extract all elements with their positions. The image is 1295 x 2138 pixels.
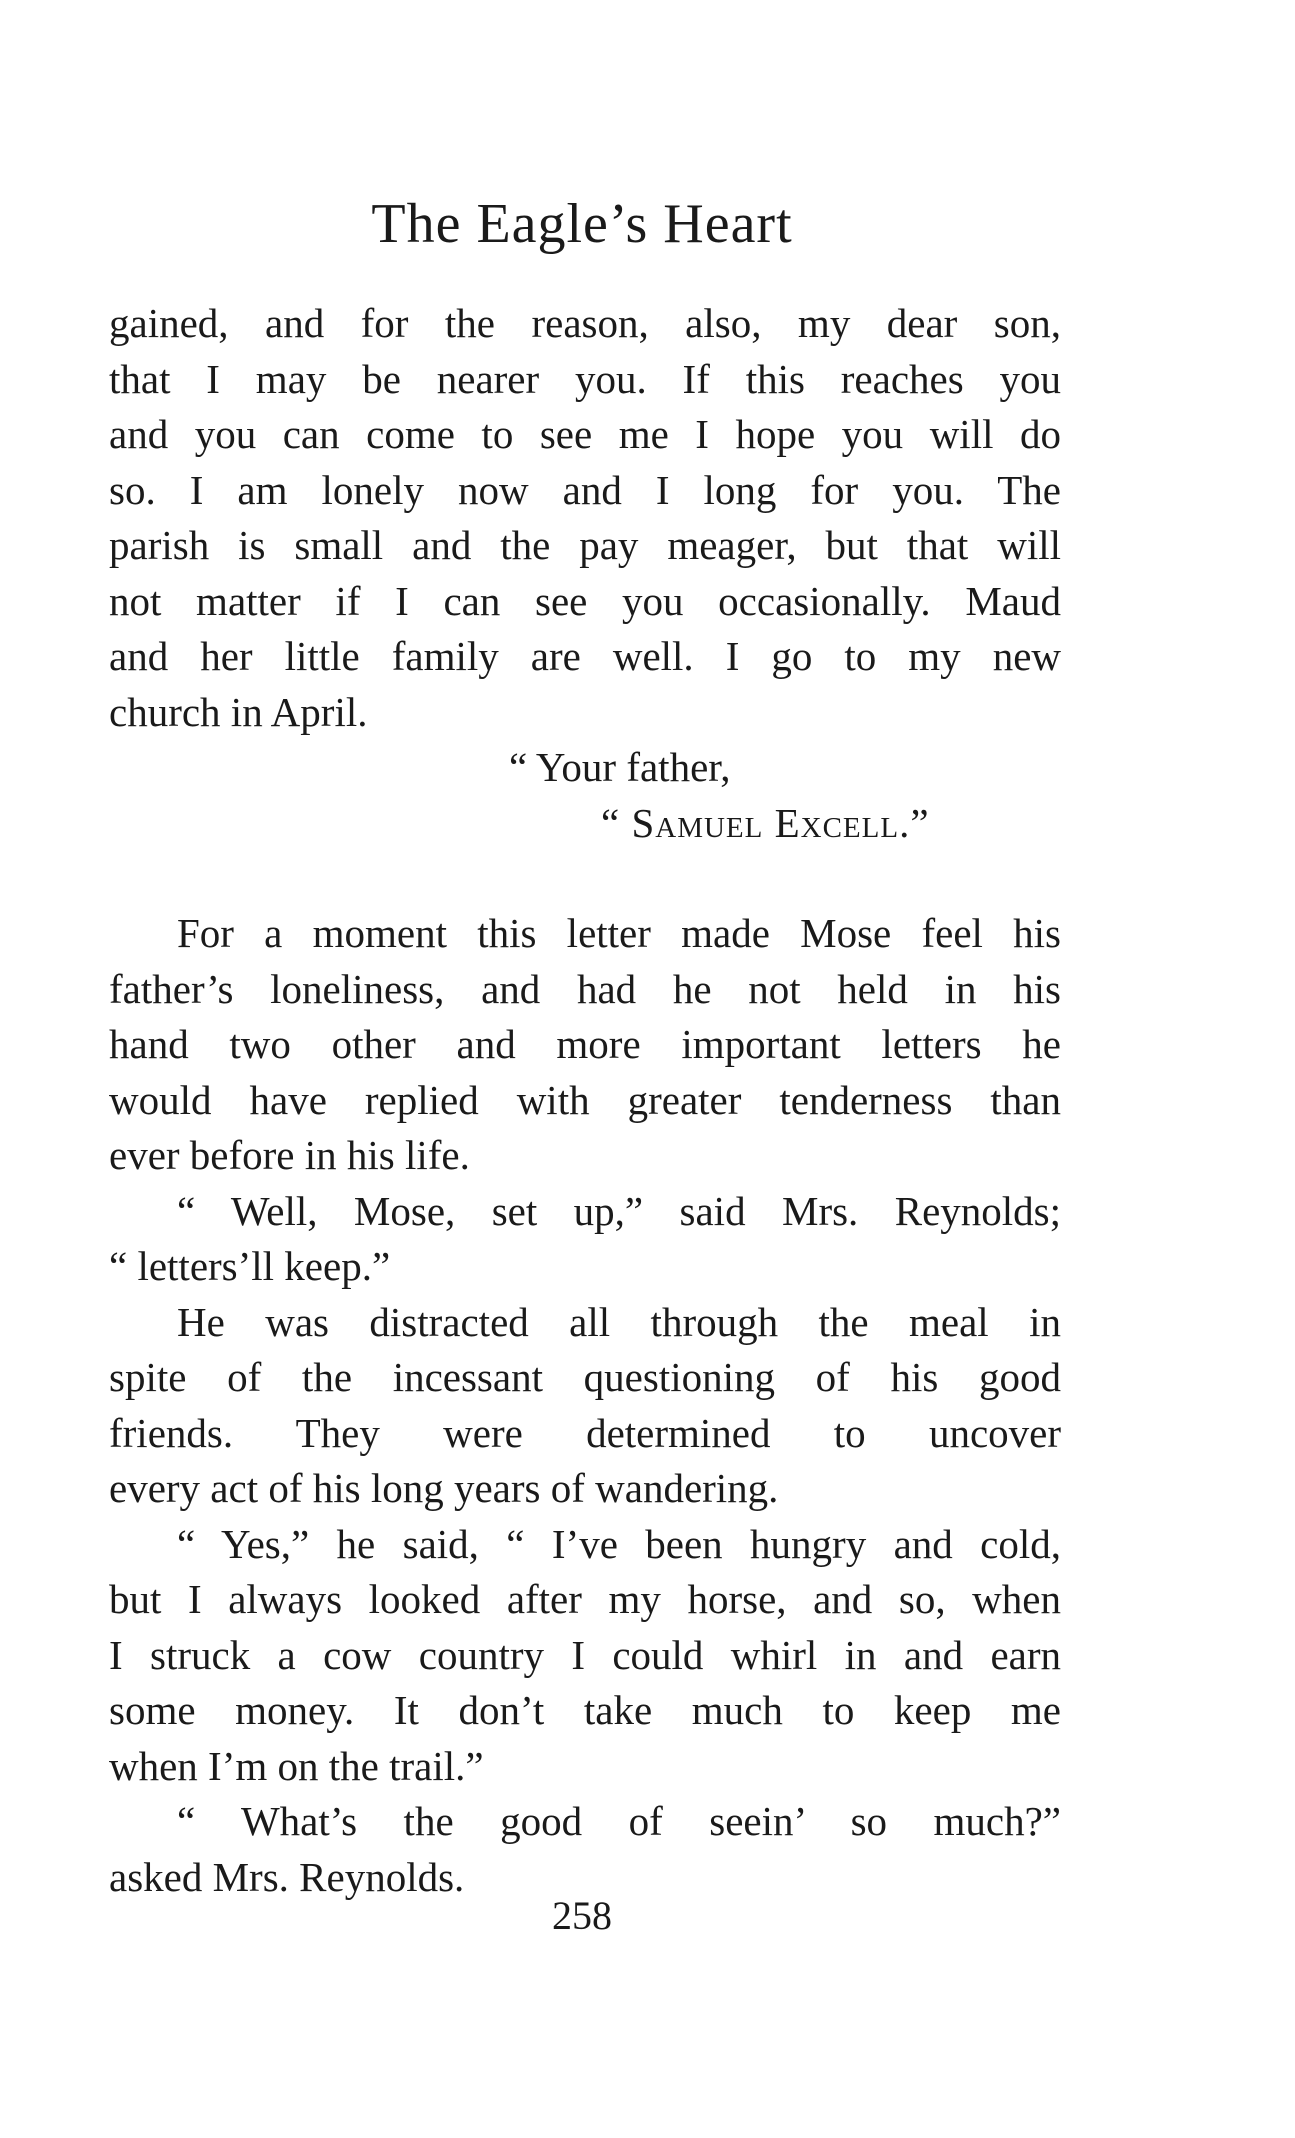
paragraph (109, 906, 1061, 1184)
letter-body (109, 296, 1061, 740)
text-line: “ letters’ll keep.” (109, 1243, 391, 1289)
letter-closing (109, 740, 1061, 851)
text-line: “ Yes,” he said, “ I’ve been hungry and cold, (177, 1520, 1061, 1567)
text-line: parish is small and the pay meager, but that will (109, 522, 1061, 568)
paragraph (109, 1184, 1061, 1295)
text-line: would have replied with greater tenderness than (109, 1076, 1061, 1123)
section-gap (109, 851, 1061, 906)
closing-line: “ Your father, (509, 744, 731, 790)
text-line: church in April. (109, 688, 368, 735)
text-line: “ What’s the good of seein’ so much?” (177, 1798, 1061, 1844)
text-line: so. I am lonely now and I long for you. The (109, 466, 1061, 513)
text-line: asked Mrs. Reynolds. (109, 1853, 465, 1900)
text-line: For a moment this letter made Mose feel his (177, 910, 1061, 956)
text-line: hand two other and more important letters he (109, 1021, 1061, 1067)
text-line: when I’m on the trail.” (109, 1742, 484, 1789)
text-line: but I always looked after my horse, and so, when (109, 1576, 1061, 1622)
text-line: gained, and for the reason, also, my dear son, (109, 300, 1061, 346)
paragraph (109, 1295, 1061, 1517)
text-line: and her little family are well. I go to my new (109, 633, 1061, 679)
running-title: The Eagle’s Heart (371, 193, 793, 255)
paragraph (109, 1794, 1061, 1905)
paragraph (109, 1517, 1061, 1795)
text-line: every act of his long years of wandering. (109, 1465, 779, 1511)
text-line: spite of the incessant questioning of his good (109, 1354, 1061, 1400)
text-line: I struck a cow country I could whirl in and earn (109, 1631, 1061, 1678)
text-line: ever before in his life. (109, 1132, 470, 1178)
body-text (109, 296, 1061, 1905)
text-line: father’s loneliness, and had he not held in his (109, 965, 1061, 1012)
text-line: He was distracted all through the meal in (177, 1298, 1061, 1345)
signature-line: “ Samuel Excell.” (601, 799, 930, 846)
text-line: friends. They were determined to uncover (109, 1409, 1061, 1456)
text-line: “ Well, Mose, set up,” said Mrs. Reynolds; (177, 1187, 1061, 1234)
text-line: not matter if I can see you occasionally. Maud (109, 577, 1061, 624)
text-line: and you can come to see me I hope you will do (109, 411, 1061, 457)
text-line: that I may be nearer you. If this reaches you (109, 355, 1061, 402)
text-line: some money. It don’t take much to keep me (109, 1687, 1061, 1733)
page-number: 258 (552, 1893, 612, 1938)
